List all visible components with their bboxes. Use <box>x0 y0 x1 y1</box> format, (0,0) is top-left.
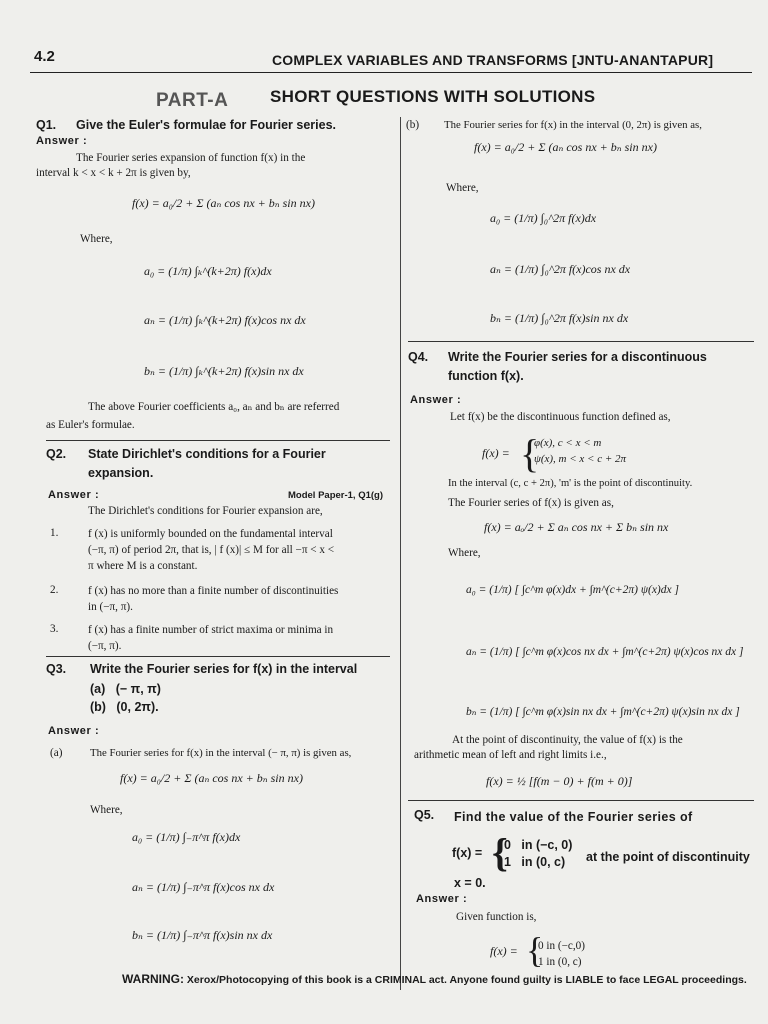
warning-label: WARNING: <box>122 972 184 986</box>
q5-given-brace: { <box>526 930 544 970</box>
q2-item-line: f (x) has a finite number of strict maxima or minima in <box>88 624 334 636</box>
q5-case2: 1 in (0, c) <box>504 855 566 869</box>
q4-fx-label: f(x) = <box>482 446 510 460</box>
q2-item-number: 3. <box>50 623 59 635</box>
q1-intro-line2: interval k < x < k + 2π is given by, <box>36 167 191 179</box>
q4-answer-label: Answer : <box>410 394 462 406</box>
q4-text-line1: In the interval (c, c + 2π), 'm' is the point of discontinuity. <box>448 478 693 489</box>
q3-b-label: (b) <box>406 119 420 131</box>
q3-a-label: (a) <box>50 747 63 759</box>
q2-item-number: 1. <box>50 527 59 539</box>
q3-b-formula: f(x) = a₀/2 + Σ (aₙ cos nx + bₙ sin nx) <box>474 140 657 154</box>
q2-question-line2: expansion. <box>88 466 154 480</box>
q5-number: Q5. <box>414 808 435 822</box>
q2-item-line: π where M is a constant. <box>88 560 198 572</box>
q1-an-formula: aₙ = (1/π) ∫ₖ^(k+2π) f(x)cos nx dx <box>144 313 306 327</box>
q3-a-bn-formula: bₙ = (1/π) ∫₋π^π f(x)sin nx dx <box>132 928 273 942</box>
q2-question-line1: State Dirichlet's conditions for a Fourier <box>88 447 326 461</box>
q4-def-case1: φ(x), c < x < m <box>534 437 602 449</box>
warning-text: Xerox/Photocopying of this book is a CRIMINAL act. Anyone found guilty is LIABLE to face LEGAL proceedings. <box>186 974 747 986</box>
q4-disc-line2: arithmetic mean of left and right limits i.e., <box>414 749 607 761</box>
q3-b-text: The Fourier series for f(x) in the interval (0, 2π) is given as, <box>444 119 702 131</box>
section-title: SHORT QUESTIONS WITH SOLUTIONS <box>270 87 596 106</box>
q3-b-where: Where, <box>446 182 479 194</box>
q1-where: Where, <box>80 233 113 245</box>
q3-question: Write the Fourier series for f(x) in the interval <box>90 662 358 676</box>
q5-brace: { <box>492 830 508 875</box>
q2-item-line: in (−π, π). <box>88 601 133 613</box>
q3-b-a0-formula: a₀ = (1/π) ∫₀^2π f(x)dx <box>490 211 597 225</box>
q4-a0-formula: a₀ = (1/π) [ ∫c^m φ(x)dx + ∫m^(c+2π) ψ(x)dx ] <box>466 584 679 596</box>
q3-divider <box>408 341 754 342</box>
q1-intro-line1: The Fourier series expansion of function f(x) in the <box>76 152 306 164</box>
q5-case1: 0 in (−c, 0) <box>504 838 573 852</box>
q3-a-an-formula: aₙ = (1/π) ∫₋π^π f(x)cos nx dx <box>132 880 275 894</box>
q4-text-line2: The Fourier series of f(x) is given as, <box>448 497 614 509</box>
q3-part-a: (a) (− π, π) <box>90 682 161 696</box>
part-label: PART-A <box>156 90 229 111</box>
q5-given-case1: 0 in (−c,0) <box>538 940 586 952</box>
q3-number: Q3. <box>46 662 67 676</box>
q3-b-bn-formula: bₙ = (1/π) ∫₀^2π f(x)sin nx dx <box>490 311 629 325</box>
q3-a-where: Where, <box>90 804 123 816</box>
q4-question-line1: Write the Fourier series for a discontinuous <box>448 350 707 364</box>
q4-brace: { <box>520 431 540 476</box>
q2-item-number: 2. <box>50 584 59 596</box>
q2-answer-label: Answer : <box>48 489 100 501</box>
q4-bn-formula: bₙ = (1/π) [ ∫c^m φ(x)sin nx dx + ∫m^(c+2π) ψ(x)sin nx dx ] <box>466 706 740 718</box>
q5-answer-label: Answer : <box>416 893 468 905</box>
q2-number: Q2. <box>46 447 67 461</box>
q2-intro: The Dirichlet's conditions for Fourier expansion are, <box>88 505 323 517</box>
q3-a-formula: f(x) = a₀/2 + Σ (aₙ cos nx + bₙ sin nx) <box>120 771 303 785</box>
q2-model-paper-ref: Model Paper-1, Q1(g) <box>288 490 384 501</box>
q2-divider <box>46 656 390 657</box>
q4-where: Where, <box>448 547 481 559</box>
q2-item-line: f (x) is uniformly bounded on the fundamental interval <box>88 528 333 540</box>
q3-a-a0-formula: a₀ = (1/π) ∫₋π^π f(x)dx <box>132 830 241 844</box>
q5-given-case2: 1 in (0, c) <box>538 956 582 968</box>
q5-question-line1: Find the value of the Fourier series of <box>454 810 693 824</box>
q4-question-line2: function f(x). <box>448 369 524 383</box>
q2-item-line: (−π, π) of period 2π, that is, | f (x)| ≤ M for all −π < x < <box>88 544 335 556</box>
q1-formula: f(x) = a₀/2 + Σ (aₙ cos nx + bₙ sin nx) <box>132 196 315 210</box>
q5-fx-label: f(x) = <box>452 846 483 860</box>
q4-an-formula: aₙ = (1/π) [ ∫c^m φ(x)cos nx dx + ∫m^(c+2π) ψ(x)cos nx dx ] <box>466 646 744 658</box>
q5-given: Given function is, <box>456 911 537 923</box>
q4-divider <box>408 800 754 801</box>
column-divider <box>400 117 401 990</box>
q1-a0-formula: a₀ = (1/π) ∫ₖ^(k+2π) f(x)dx <box>144 264 272 278</box>
q3-a-text: The Fourier series for f(x) in the interval (− π, π) is given as, <box>90 747 352 759</box>
q2-item-line: f (x) has no more than a finite number of discontinuities <box>88 585 339 597</box>
q5-question-line2: at the point of discontinuity <box>586 850 750 864</box>
warning-footer <box>122 972 747 986</box>
header-divider <box>30 72 752 73</box>
q4-def-case2: ψ(x), m < x < c + 2π <box>534 453 627 465</box>
q5-given-fx: f(x) = <box>490 944 518 958</box>
q4-disc-line1: At the point of discontinuity, the value of f(x) is the <box>452 734 683 746</box>
q3-part-b: (b) (0, 2π). <box>90 700 159 714</box>
q4-formula: f(x) = aₒ/2 + Σ aₙ cos nx + Σ bₙ sin nx <box>484 520 669 534</box>
q2-item-line: (−π, π). <box>88 640 122 652</box>
q4-number: Q4. <box>408 350 429 364</box>
q1-bn-formula: bₙ = (1/π) ∫ₖ^(k+2π) f(x)sin nx dx <box>144 364 304 378</box>
q5-question-line3: x = 0. <box>454 876 486 890</box>
q1-number: Q1. <box>36 118 57 132</box>
q1-answer-label: Answer : <box>36 135 88 147</box>
page-number: 4.2 <box>34 48 55 65</box>
q1-divider <box>46 440 390 441</box>
running-header: COMPLEX VARIABLES AND TRANSFORMS [JNTU-ANANTAPUR] <box>272 52 714 68</box>
q1-outro-line2: as Euler's formulae. <box>46 419 135 431</box>
q3-answer-label: Answer : <box>48 725 100 737</box>
q4-mean-formula: f(x) = ½ [f(m − 0) + f(m + 0)] <box>486 774 633 788</box>
q3-b-an-formula: aₙ = (1/π) ∫₀^2π f(x)cos nx dx <box>490 262 631 276</box>
q1-question: Give the Euler's formulae for Fourier series. <box>76 118 337 132</box>
q4-intro: Let f(x) be the discontinuous function defined as, <box>450 411 671 423</box>
q1-outro-line1: The above Fourier coefficients a₀, aₙ and bₙ are referred <box>88 401 340 413</box>
